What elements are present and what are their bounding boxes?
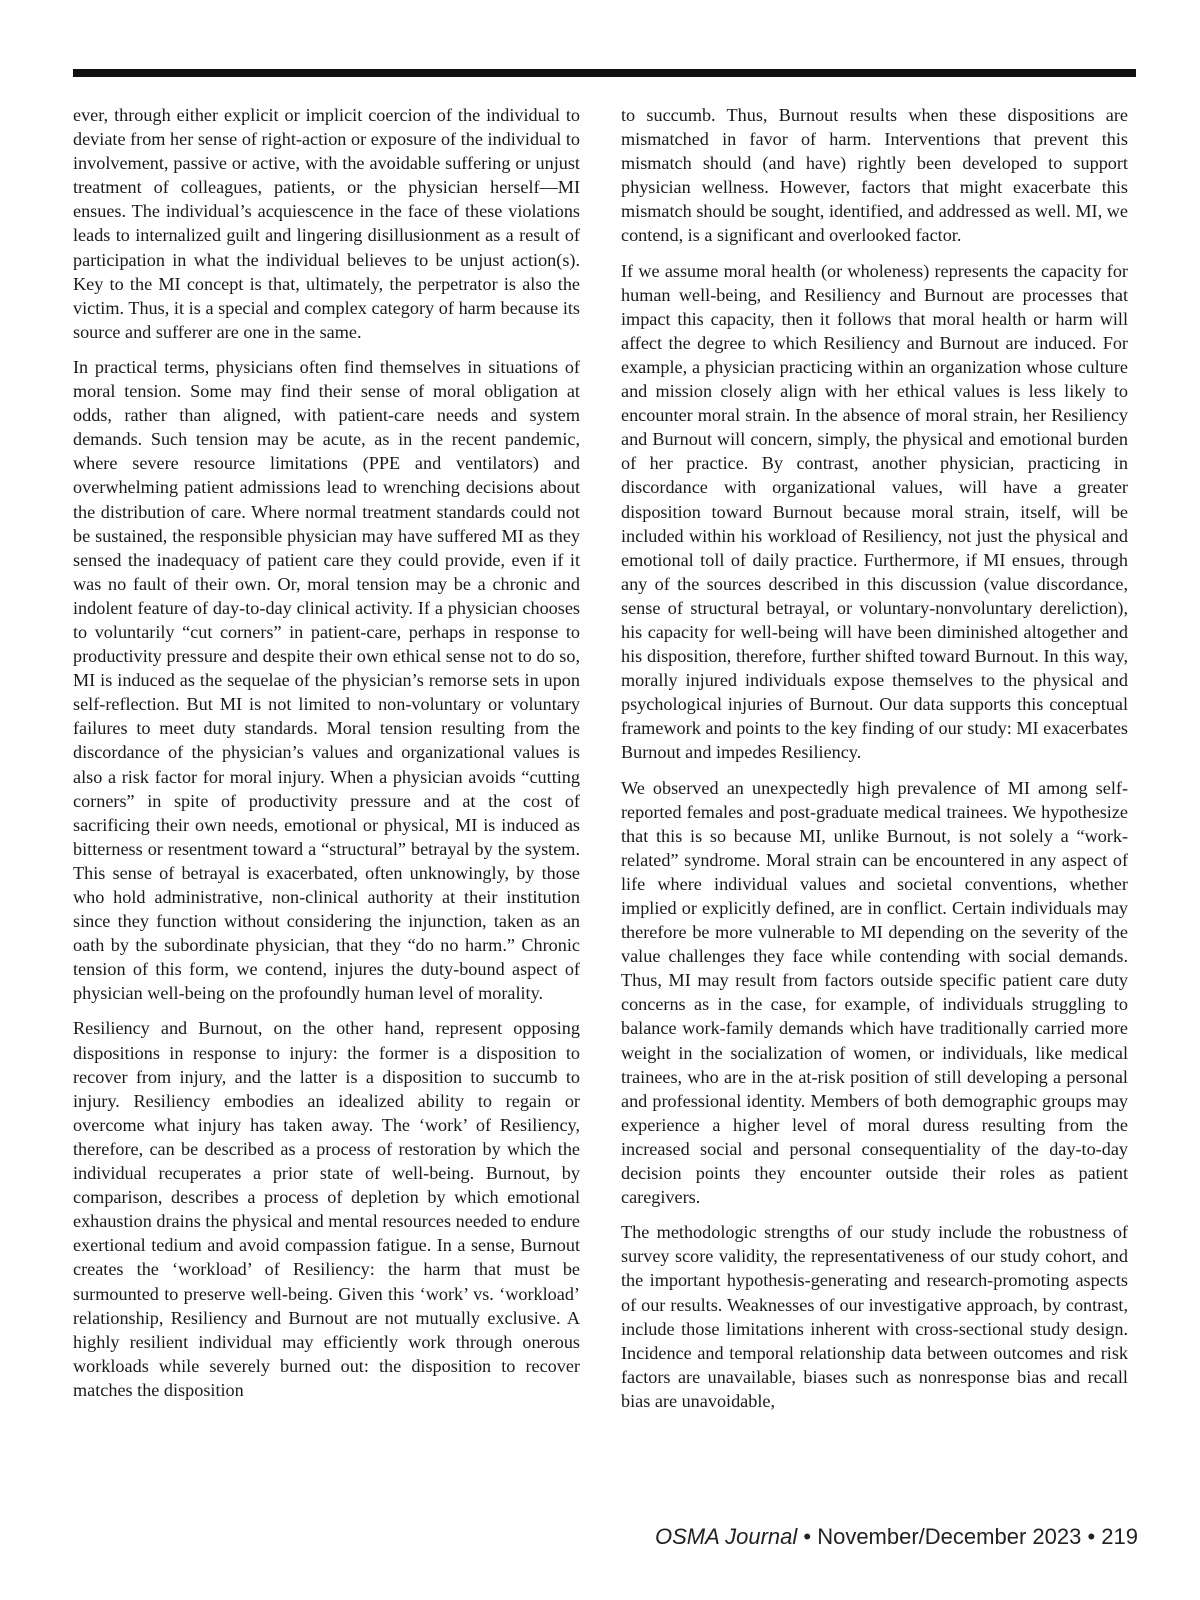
page-number: 219 bbox=[1101, 1524, 1138, 1549]
right-column bbox=[621, 103, 1128, 1424]
footer-separator-1: • bbox=[797, 1524, 818, 1549]
issue-date: November/December 2023 bbox=[817, 1524, 1082, 1549]
journal-name: OSMA Journal bbox=[655, 1524, 798, 1549]
left-paragraph-1: ever, through either explicit or implicit coercion of the individual to deviate from her sense of right-action or exposure of the individual to involvement, passive or active, with the avoidable suffering or unjust treatment of colleagues, patients, or the physician herself—MI ensues. The individual’s acquiescence in the face of these violations leads to internalized guilt and lingering disillusionment as a result of participation in what the individual believes to be unjust action(s). Key to the MI concept is that, ultimately, the perpetrator is also the victim. Thus, it is a special and complex category of harm because its source and sufferer are one in the same. bbox=[73, 105, 580, 342]
page-footer bbox=[655, 1524, 1138, 1550]
footer-separator-2: • bbox=[1081, 1524, 1102, 1549]
right-paragraph-4: The methodologic strengths of our study include the robustness of survey score validity, the representativeness of our study cohort, and the important hypothesis-generating and research-promoting aspects of our results. Weaknesses of our investigative approach, by contrast, include those limitations inherent with cross-sectional study design. Incidence and temporal relationship data between outcomes and risk factors are unavailable, biases such as nonresponse bias and recall bias are unavoidable, bbox=[621, 1222, 1128, 1411]
left-paragraph-3: Resiliency and Burnout, on the other hand, represent opposing dispositions in response to injury: the former is a disposition to recover from injury, and the latter is a disposition to succumb to injury. Resiliency embodies an idealized ability to regain or overcome what injury has taken away. The ‘work’ of Resiliency, therefore, can be described as a process of restoration by which the individual recuperates a prior state of well-being. Burnout, by comparison, describes a process of depletion by which emotional exhaustion drains the physical and mental resources needed to endure exertional tedium and avoid compassion fatigue. In a sense, Burnout creates the ‘workload’ of Resiliency: the harm that must be surmounted to preserve well-being. Given this ‘work’ vs. ‘workload’ relationship, Resiliency and Burnout are not mutually exclusive. A highly resilient individual may efficiently work through onerous workloads while severely burned out: the disposition to recover matches the disposition bbox=[73, 1018, 580, 1400]
left-column bbox=[73, 103, 580, 1413]
left-paragraph-2: In practical terms, physicians often find themselves in situations of moral tension. Some may find their sense of moral obligation at odds, rather than aligned, with patient-care needs and system demands. Such tension may be acute, as in the recent pandemic, where severe resource limitations (PPE and ventilators) and overwhelming patient admissions lead to wrenching decisions about the distribution of care. Where normal treatment standards could not be sustained, the responsible physician may have suffered MI as they sensed the inadequacy of patient care they could provide, even if it was no fault of their own. Or, moral tension may be a chronic and indolent feature of day-to-day clinical activity. If a physician chooses to voluntarily “cut corners” in patient-care, perhaps in response to productivity pressure and despite their own ethical sense not to do so, MI is induced as the sequelae of the physician’s remorse sets in upon self-reflection. But MI is not limited to non-voluntary or voluntary failures to meet duty standards. Moral tension resulting from the discordance of the physician’s values and organizational values is also a risk factor for moral injury. When a physician avoids “cutting corners” in spite of productivity pressure and at the cost of sacrificing their own needs, emotional or physical, MI is induced as bitterness or resentment toward a “structural” betrayal by the system. This sense of betrayal is exacerbated, often unknowingly, by those who hold administrative, non-clinical authority at their institution since they function without considering the injunction, taken as an oath by the subordinate physician, that they “do no harm.” Chronic tension of this form, we contend, injures the duty-bound aspect of physician well-being on the profoundly human level of morality. bbox=[73, 356, 580, 1004]
right-paragraph-3: We observed an unexpectedly high prevalence of MI among self-reported females and post-graduate medical trainees. We hypothesize that this is so because MI, unlike Burnout, is not solely a “work-related” syndrome. Moral strain can be encountered in any aspect of life where individual values and societal conventions, whether implied or explicitly defined, are in conflict. Certain individuals may therefore be more vulnerable to MI depending on the severity of the value challenges they face while contending with social demands. Thus, MI may result from factors outside specific patient care duty concerns as in the case, for example, of individuals struggling to balance work-family demands which have traditionally carried more weight in the socialization of women, or individuals, like medical trainees, who are in the at-risk position of still developing a personal and professional identity. Members of both demographic groups may experience a higher level of moral duress resulting from the increased social and personal consequentiality of the day-to-day decision points they encounter outside their roles as patient caregivers. bbox=[621, 777, 1128, 1208]
right-paragraph-2: If we assume moral health (or wholeness) represents the capacity for human well-being, and Resiliency and Burnout are processes that impact this capacity, then it follows that moral health or harm will affect the degree to which Resiliency and Burnout are induced. For example, a physician practicing within an organization whose culture and mission closely align with her ethical values is less likely to encounter moral strain. In the absence of moral strain, her Resiliency and Burnout will concern, simply, the physical and emotional burden of her practice. By contrast, another physician, practicing in discordance with organizational values, will have a greater disposition toward Burnout because moral strain, itself, will be included within his workload of Resiliency, not just the physical and emotional toll of daily practice. Furthermore, if MI ensues, through any of the sources described in this discussion (value discordance, sense of structural betrayal, or voluntary-nonvoluntary dereliction), his capacity for well-being will have been diminished altogether and his disposition, therefore, further shifted toward Burnout. In this way, morally injured individuals expose themselves to the physical and psychological injuries of Burnout. Our data supports this conceptual framework and points to the key finding of our study: MI exacerbates Burnout and impedes Resiliency. bbox=[621, 260, 1128, 763]
top-rule bbox=[73, 69, 1136, 77]
right-paragraph-1: to succumb. Thus, Burnout results when these dispositions are mismatched in favor of harm. Interventions that prevent this mismatch should (and have) rightly been developed to support physician wellness. However, factors that might exacerbate this mismatch should be sought, identified, and addressed as well. MI, we contend, is a significant and overlooked factor. bbox=[621, 105, 1128, 246]
